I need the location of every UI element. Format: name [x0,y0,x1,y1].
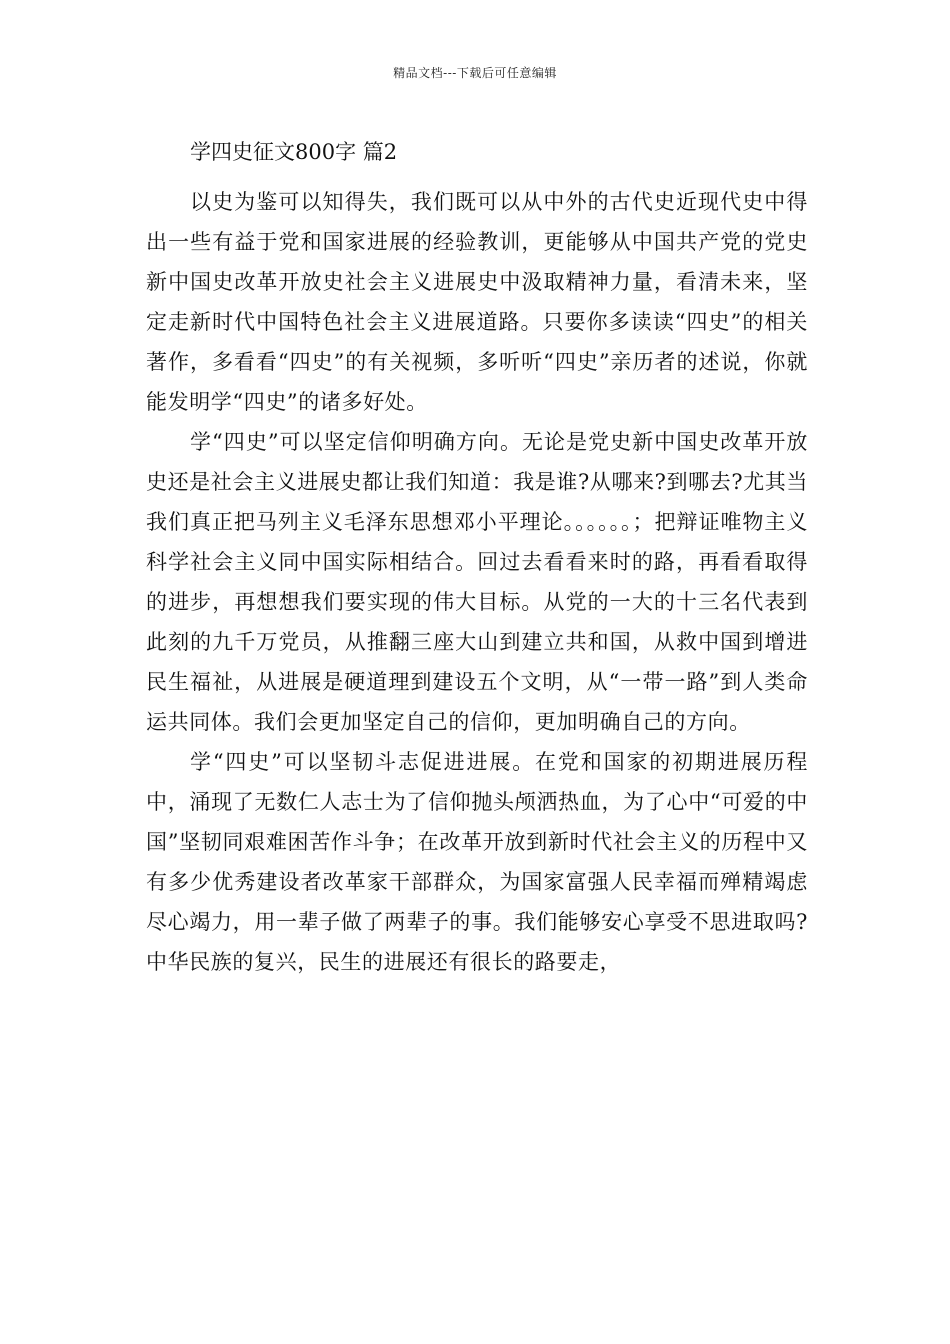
document-body [146,182,808,982]
paragraph-1: 以史为鉴可以知得失，我们既可以从中外的古代史近现代史中得出一些有益于党和国家进展的经验教训，更能够从中国共产党的党史新中国史改革开放史社会主义进展史中汲取精神力量，看清未来，坚定走新时代中国特色社会主义进展道路。只要你多读读“四史”的相关著作，多看看“四史”的有关视频，多听听“四史”亲历者的述说，你就能发明学“四史”的诸多好处。 [146,190,808,414]
page-header: 精品文档---下载后可任意编辑 [393,66,557,80]
document-title: 学四史征文800字 篇2 [190,140,398,164]
paragraph-3: 学“四史”可以坚韧斗志促进进展。在党和国家的初期进展历程中，涌现了无数仁人志士为了信仰抛头颅洒热血，为了心中“可爱的中国”坚韧同艰难困苦作斗争；在改革开放到新时代社会主义的历程中又有多少优秀建设者改革家干部群众，为国家富强人民幸福而殚精竭虑尽心竭力，用一辈子做了两辈子的事。我们能够安心享受不思进取吗?中华民族的复兴，民生的进展还有很长的路要走， [146,750,808,974]
paragraph-2: 学“四史”可以坚定信仰明确方向。无论是党史新中国史改革开放史还是社会主义进展史都让我们知道：我是谁?从哪来?到哪去?尤其当我们真正把马列主义毛泽东思想邓小平理论。。。。。。；把辩证唯物主义科学社会主义同中国实际相结合。回过去看看来时的路，再看看取得的进步，再想想我们要实现的伟大目标。从党的一大的十三名代表到此刻的九千万党员，从推翻三座大山到建立共和国，从救中国到增进民生福祉，从进展是硬道理到建设五个文明，从“一带一路”到人类命运共同体。我们会更加坚定自己的信仰，更加明确自己的方向。 [146,430,808,734]
